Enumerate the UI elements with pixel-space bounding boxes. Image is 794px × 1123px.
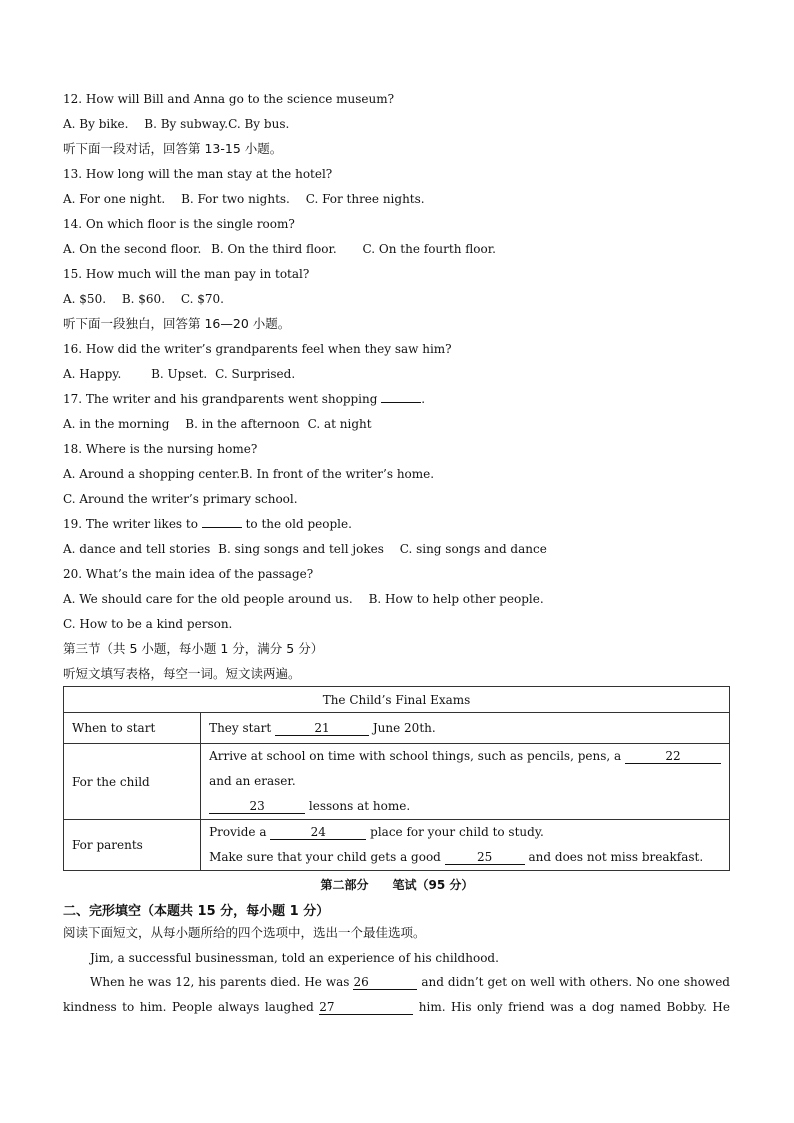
question-15-options bbox=[63, 291, 224, 307]
question-19: 19. The writer likes to to the old people. bbox=[63, 517, 352, 531]
row-label-child: For the child bbox=[64, 744, 201, 820]
blank-24: 24 bbox=[270, 826, 366, 840]
row-value-child: Arrive at school on time with school things, such as pencils, pens, a 22 and an eraser. 23 lessons at home. bbox=[201, 744, 730, 820]
blank-27: 27 bbox=[319, 1001, 413, 1015]
option-b: B. $60. bbox=[121, 292, 166, 306]
option-c: C. $70. bbox=[180, 292, 224, 306]
question-18: 18. Where is the nursing home? bbox=[63, 442, 258, 456]
option-c: C. On the fourth floor. bbox=[362, 242, 496, 256]
question-18-options-ab bbox=[63, 466, 434, 482]
option-b: B. In front of the writer’s home. bbox=[240, 467, 435, 481]
question-14-options bbox=[63, 241, 496, 257]
question-17-options bbox=[63, 416, 372, 432]
question-13-options bbox=[63, 191, 425, 207]
blank-21: 21 bbox=[275, 722, 369, 736]
option-c: C. Surprised. bbox=[215, 367, 296, 381]
option-b: B. How to help other people. bbox=[368, 592, 544, 606]
question-17: 17. The writer and his grandparents went shopping . bbox=[63, 392, 426, 406]
passage-line-1: Jim, a successful businessman, told an experience of his childhood. bbox=[90, 951, 499, 965]
question-15: 15. How much will the man pay in total? bbox=[63, 267, 310, 281]
option-b: B. sing songs and tell jokes bbox=[218, 542, 384, 556]
row-label-when: When to start bbox=[64, 713, 201, 744]
row-label-parents: For parents bbox=[64, 820, 201, 871]
table-caption: The Child’s Final Exams bbox=[64, 687, 730, 713]
answer-blank bbox=[381, 402, 421, 403]
option-a: A. By bike. bbox=[63, 117, 129, 131]
question-14: 14. On which floor is the single room? bbox=[63, 217, 295, 231]
question-20-options-ab bbox=[63, 591, 544, 607]
blank-25: 25 bbox=[445, 851, 525, 865]
question-18-option-c: C. Around the writer’s primary school. bbox=[63, 492, 298, 506]
question-13: 13. How long will the man stay at the hotel? bbox=[63, 167, 333, 181]
instruction-13-15: 听下面一段对话，回答第 13-15 小题。 bbox=[63, 141, 283, 156]
final-exams-table bbox=[63, 686, 730, 871]
option-c: C. sing songs and dance bbox=[399, 542, 547, 556]
section-3-heading: 第三节（共 5 小题，每小题 1 分，满分 5 分） bbox=[63, 641, 324, 656]
passage-line-2: When he was 12, his parents died. He was 26 and didn’t get on well with others. No one showed bbox=[90, 975, 730, 989]
option-b: B. On the third floor. bbox=[211, 242, 337, 256]
cloze-heading: 二、完形填空（本题共 15 分，每小题 1 分） bbox=[63, 904, 330, 919]
blank-26: 26 bbox=[353, 976, 417, 990]
option-b: B. By subway. bbox=[144, 117, 229, 131]
answer-blank bbox=[202, 527, 242, 528]
cloze-instruction: 阅读下面短文，从每小题所给的四个选项中，选出一个最佳选项。 bbox=[63, 925, 426, 940]
option-a: A. On the second floor. bbox=[63, 242, 202, 256]
blank-23: 23 bbox=[209, 800, 305, 814]
question-20-option-c: C. How to be a kind person. bbox=[63, 617, 233, 631]
option-c: C. For three nights. bbox=[305, 192, 425, 206]
option-a: A. Around a shopping center. bbox=[63, 467, 241, 481]
question-20: 20. What’s the main idea of the passage? bbox=[63, 567, 314, 581]
question-19-options bbox=[63, 541, 547, 557]
question-12: 12. How will Bill and Anna go to the science museum? bbox=[63, 92, 395, 106]
option-a: A. $50. bbox=[63, 292, 107, 306]
question-16: 16. How did the writer’s grandparents feel when they saw him? bbox=[63, 342, 452, 356]
option-a: A. dance and tell stories bbox=[63, 542, 211, 556]
row-value-when: They start 21 June 20th. bbox=[201, 713, 730, 744]
option-a: A. Happy. bbox=[63, 367, 122, 381]
instruction-16-20: 听下面一段独白，回答第 16—20 小题。 bbox=[63, 316, 291, 331]
question-12-options bbox=[63, 116, 289, 132]
blank-22: 22 bbox=[625, 750, 721, 764]
option-a: A. For one night. bbox=[63, 192, 166, 206]
option-a: A. in the morning bbox=[63, 417, 170, 431]
question-16-options bbox=[63, 366, 295, 382]
option-b: B. Upset. bbox=[151, 367, 208, 381]
option-c: C. at night bbox=[307, 417, 372, 431]
option-a: A. We should care for the old people around us. bbox=[63, 592, 353, 606]
part-2-title: 第二部分 笔试（95 分） bbox=[320, 878, 474, 892]
option-b: B. For two nights. bbox=[181, 192, 290, 206]
option-b: B. in the afternoon bbox=[185, 417, 300, 431]
section-3-instruction: 听短文填写表格，每空一词。短文读两遍。 bbox=[63, 666, 301, 681]
row-value-parents: Provide a 24 place for your child to study. Make sure that your child gets a good 25 and does not miss breakfast. bbox=[201, 820, 730, 871]
option-c: C. By bus. bbox=[228, 117, 290, 131]
passage-line-3: kindness to him. People always laughed 27 him. His only friend was a dog named Bobby. He bbox=[63, 1000, 730, 1014]
